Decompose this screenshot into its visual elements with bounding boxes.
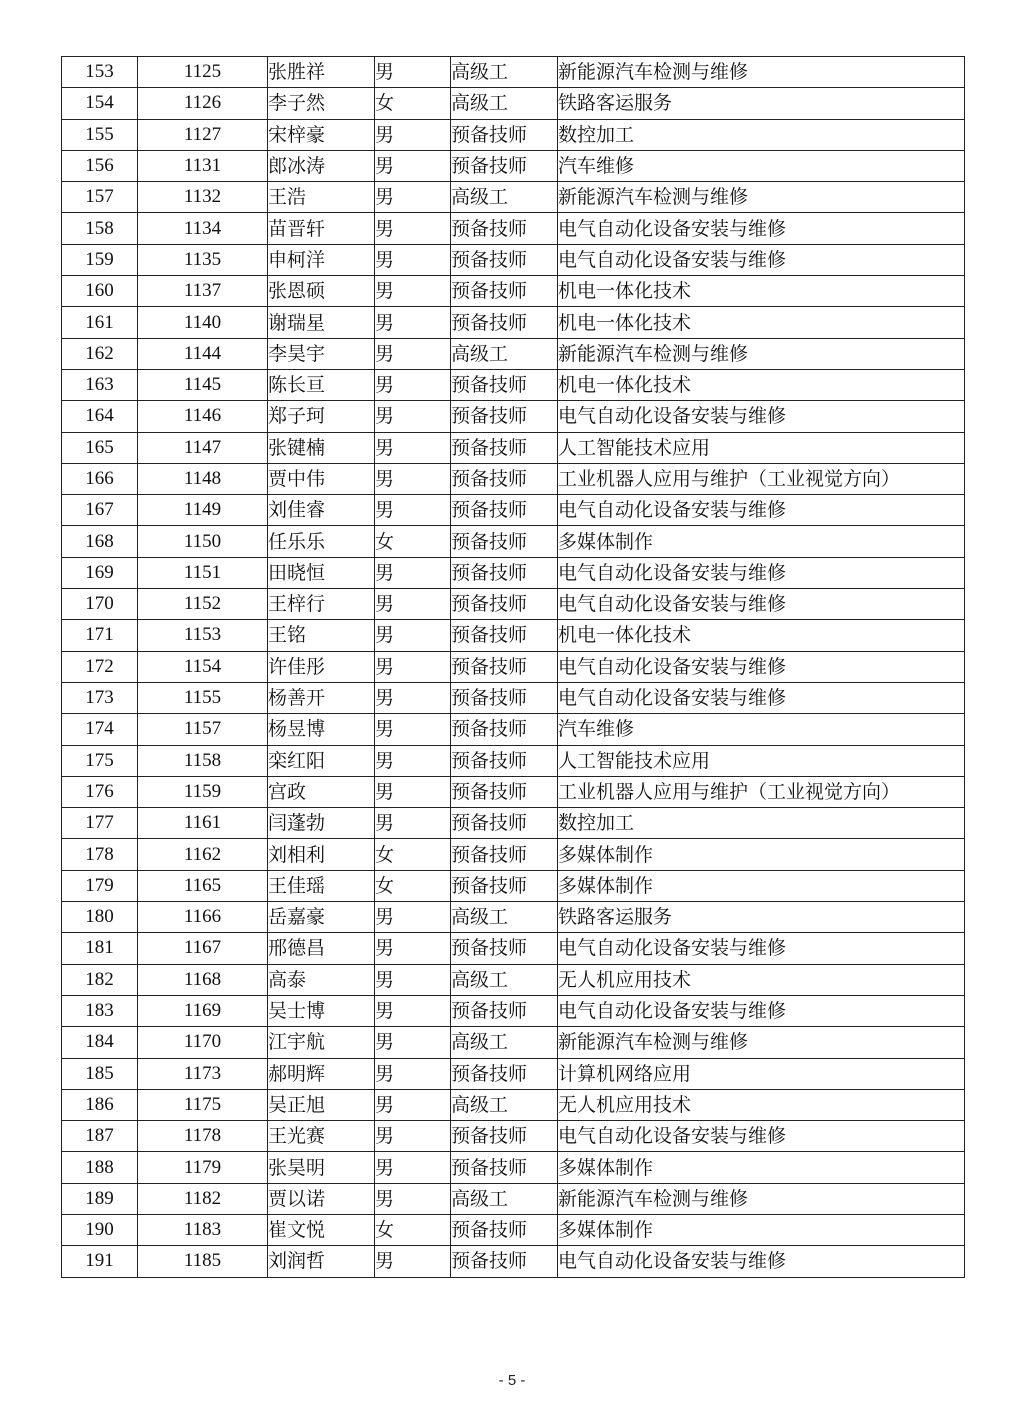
major-cell: 机电一体化技术 — [558, 369, 965, 400]
exam-id-cell: 1170 — [138, 1027, 268, 1058]
exam-id-cell: 1179 — [138, 1152, 268, 1183]
exam-id-cell: 1151 — [138, 557, 268, 588]
seq-number-cell: 183 — [62, 995, 138, 1026]
seq-number-cell: 164 — [62, 401, 138, 432]
training-level-cell: 预备技师 — [451, 1214, 558, 1245]
exam-id-cell: 1185 — [138, 1246, 268, 1277]
major-cell: 电气自动化设备安装与维修 — [558, 495, 965, 526]
major-cell: 电气自动化设备安装与维修 — [558, 933, 965, 964]
major-cell: 新能源汽车检测与维修 — [558, 1027, 965, 1058]
major-cell: 工业机器人应用与维护（工业视觉方向） — [558, 463, 965, 494]
student-name-cell: 吴正旭 — [268, 1089, 375, 1120]
student-name-cell: 李昊宇 — [268, 338, 375, 369]
training-level-cell: 预备技师 — [451, 1246, 558, 1277]
gender-cell: 女 — [375, 1214, 451, 1245]
major-cell: 多媒体制作 — [558, 870, 965, 901]
table-row — [62, 182, 965, 213]
table-row — [62, 150, 965, 181]
student-name-cell: 刘润哲 — [268, 1246, 375, 1277]
exam-id-cell: 1168 — [138, 964, 268, 995]
seq-number-cell: 175 — [62, 745, 138, 776]
table-row — [62, 839, 965, 870]
table-row — [62, 933, 965, 964]
table-row — [62, 1152, 965, 1183]
student-name-cell: 刘相利 — [268, 839, 375, 870]
major-cell: 电气自动化设备安装与维修 — [558, 651, 965, 682]
table-row — [62, 244, 965, 275]
training-level-cell: 预备技师 — [451, 589, 558, 620]
major-cell: 电气自动化设备安装与维修 — [558, 682, 965, 713]
exam-id-cell: 1159 — [138, 776, 268, 807]
table-row — [62, 1027, 965, 1058]
student-name-cell: 郑子珂 — [268, 401, 375, 432]
table-row — [62, 1183, 965, 1214]
training-level-cell: 预备技师 — [451, 620, 558, 651]
major-cell: 无人机应用技术 — [558, 1089, 965, 1120]
gender-cell: 男 — [375, 150, 451, 181]
gender-cell: 男 — [375, 776, 451, 807]
seq-number-cell: 191 — [62, 1246, 138, 1277]
gender-cell: 女 — [375, 88, 451, 119]
training-level-cell: 预备技师 — [451, 870, 558, 901]
student-name-cell: 宋梓豪 — [268, 119, 375, 150]
gender-cell: 男 — [375, 369, 451, 400]
gender-cell: 男 — [375, 902, 451, 933]
student-name-cell: 张恩硕 — [268, 276, 375, 307]
table-row — [62, 557, 965, 588]
table-row — [62, 369, 965, 400]
exam-id-cell: 1147 — [138, 432, 268, 463]
major-cell: 电气自动化设备安装与维修 — [558, 244, 965, 275]
major-cell: 多媒体制作 — [558, 839, 965, 870]
major-cell: 数控加工 — [558, 119, 965, 150]
gender-cell: 男 — [375, 1058, 451, 1089]
seq-number-cell: 153 — [62, 57, 138, 88]
exam-id-cell: 1131 — [138, 150, 268, 181]
seq-number-cell: 174 — [62, 714, 138, 745]
training-level-cell: 高级工 — [451, 1089, 558, 1120]
major-cell: 人工智能技术应用 — [558, 432, 965, 463]
training-level-cell: 预备技师 — [451, 369, 558, 400]
exam-id-cell: 1152 — [138, 589, 268, 620]
seq-number-cell: 190 — [62, 1214, 138, 1245]
major-cell: 电气自动化设备安装与维修 — [558, 213, 965, 244]
page-number: - 5 - — [498, 1372, 526, 1389]
gender-cell: 男 — [375, 1152, 451, 1183]
table-row — [62, 589, 965, 620]
seq-number-cell: 171 — [62, 620, 138, 651]
table-row — [62, 432, 965, 463]
seq-number-cell: 185 — [62, 1058, 138, 1089]
student-name-cell: 崔文悦 — [268, 1214, 375, 1245]
seq-number-cell: 160 — [62, 276, 138, 307]
exam-id-cell: 1145 — [138, 369, 268, 400]
table-row — [62, 964, 965, 995]
exam-id-cell: 1173 — [138, 1058, 268, 1089]
training-level-cell: 预备技师 — [451, 1121, 558, 1152]
table-row — [62, 526, 965, 557]
gender-cell: 男 — [375, 338, 451, 369]
gender-cell: 女 — [375, 526, 451, 557]
gender-cell: 男 — [375, 651, 451, 682]
exam-id-cell: 1161 — [138, 808, 268, 839]
seq-number-cell: 167 — [62, 495, 138, 526]
training-level-cell: 高级工 — [451, 57, 558, 88]
student-name-cell: 吴士博 — [268, 995, 375, 1026]
student-name-cell: 陈长亘 — [268, 369, 375, 400]
exam-id-cell: 1169 — [138, 995, 268, 1026]
training-level-cell: 预备技师 — [451, 401, 558, 432]
student-name-cell: 宫政 — [268, 776, 375, 807]
major-cell: 多媒体制作 — [558, 526, 965, 557]
student-name-cell: 岳嘉豪 — [268, 902, 375, 933]
major-cell: 电气自动化设备安装与维修 — [558, 1121, 965, 1152]
seq-number-cell: 176 — [62, 776, 138, 807]
table-row — [62, 995, 965, 1026]
student-name-cell: 张昊明 — [268, 1152, 375, 1183]
seq-number-cell: 173 — [62, 682, 138, 713]
student-name-cell: 王佳瑶 — [268, 870, 375, 901]
student-name-cell: 任乐乐 — [268, 526, 375, 557]
exam-id-cell: 1149 — [138, 495, 268, 526]
seq-number-cell: 159 — [62, 244, 138, 275]
exam-id-cell: 1155 — [138, 682, 268, 713]
gender-cell: 男 — [375, 432, 451, 463]
table-row — [62, 620, 965, 651]
training-level-cell: 预备技师 — [451, 651, 558, 682]
student-name-cell: 田晓恒 — [268, 557, 375, 588]
major-cell: 铁路客运服务 — [558, 88, 965, 119]
training-level-cell: 预备技师 — [451, 119, 558, 150]
major-cell: 多媒体制作 — [558, 1152, 965, 1183]
gender-cell: 男 — [375, 495, 451, 526]
gender-cell: 男 — [375, 1089, 451, 1120]
exam-id-cell: 1183 — [138, 1214, 268, 1245]
student-name-cell: 杨昱博 — [268, 714, 375, 745]
table-row — [62, 495, 965, 526]
major-cell: 新能源汽车检测与维修 — [558, 57, 965, 88]
student-name-cell: 杨善开 — [268, 682, 375, 713]
major-cell: 电气自动化设备安装与维修 — [558, 1246, 965, 1277]
training-level-cell: 预备技师 — [451, 463, 558, 494]
gender-cell: 女 — [375, 839, 451, 870]
training-level-cell: 高级工 — [451, 964, 558, 995]
gender-cell: 男 — [375, 463, 451, 494]
gender-cell: 男 — [375, 682, 451, 713]
seq-number-cell: 189 — [62, 1183, 138, 1214]
exam-id-cell: 1148 — [138, 463, 268, 494]
gender-cell: 男 — [375, 745, 451, 776]
major-cell: 计算机网络应用 — [558, 1058, 965, 1089]
exam-id-cell: 1150 — [138, 526, 268, 557]
exam-id-cell: 1154 — [138, 651, 268, 682]
exam-id-cell: 1140 — [138, 307, 268, 338]
training-level-cell: 预备技师 — [451, 307, 558, 338]
table-row — [62, 338, 965, 369]
training-level-cell: 预备技师 — [451, 808, 558, 839]
exam-id-cell: 1146 — [138, 401, 268, 432]
seq-number-cell: 170 — [62, 589, 138, 620]
student-name-cell: 王浩 — [268, 182, 375, 213]
student-name-cell: 许佳彤 — [268, 651, 375, 682]
gender-cell: 男 — [375, 307, 451, 338]
training-level-cell: 高级工 — [451, 902, 558, 933]
seq-number-cell: 161 — [62, 307, 138, 338]
student-name-cell: 贾中伟 — [268, 463, 375, 494]
seq-number-cell: 182 — [62, 964, 138, 995]
student-name-cell: 苗晋轩 — [268, 213, 375, 244]
seq-number-cell: 184 — [62, 1027, 138, 1058]
gender-cell: 男 — [375, 1027, 451, 1058]
exam-id-cell: 1157 — [138, 714, 268, 745]
seq-number-cell: 166 — [62, 463, 138, 494]
table-row — [62, 745, 965, 776]
major-cell: 无人机应用技术 — [558, 964, 965, 995]
exam-id-cell: 1158 — [138, 745, 268, 776]
student-name-cell: 王梓行 — [268, 589, 375, 620]
exam-id-cell: 1132 — [138, 182, 268, 213]
student-name-cell: 王光赛 — [268, 1121, 375, 1152]
student-name-cell: 王铭 — [268, 620, 375, 651]
seq-number-cell: 157 — [62, 182, 138, 213]
training-level-cell: 预备技师 — [451, 839, 558, 870]
training-level-cell: 高级工 — [451, 1183, 558, 1214]
seq-number-cell: 188 — [62, 1152, 138, 1183]
student-name-cell: 刘佳睿 — [268, 495, 375, 526]
training-level-cell: 预备技师 — [451, 150, 558, 181]
exam-id-cell: 1162 — [138, 839, 268, 870]
seq-number-cell: 181 — [62, 933, 138, 964]
seq-number-cell: 177 — [62, 808, 138, 839]
training-level-cell: 预备技师 — [451, 933, 558, 964]
table-row — [62, 401, 965, 432]
gender-cell: 男 — [375, 620, 451, 651]
exam-id-cell: 1126 — [138, 88, 268, 119]
training-level-cell: 预备技师 — [451, 432, 558, 463]
gender-cell: 男 — [375, 714, 451, 745]
student-name-cell: 邢德昌 — [268, 933, 375, 964]
exam-id-cell: 1175 — [138, 1089, 268, 1120]
exam-id-cell: 1182 — [138, 1183, 268, 1214]
gender-cell: 男 — [375, 401, 451, 432]
seq-number-cell: 180 — [62, 902, 138, 933]
table-row — [62, 1089, 965, 1120]
table-row — [62, 307, 965, 338]
gender-cell: 男 — [375, 557, 451, 588]
seq-number-cell: 155 — [62, 119, 138, 150]
exam-id-cell: 1125 — [138, 57, 268, 88]
major-cell: 电气自动化设备安装与维修 — [558, 995, 965, 1026]
exam-id-cell: 1178 — [138, 1121, 268, 1152]
student-name-cell: 申柯洋 — [268, 244, 375, 275]
training-level-cell: 高级工 — [451, 88, 558, 119]
seq-number-cell: 158 — [62, 213, 138, 244]
table-row — [62, 870, 965, 901]
training-level-cell: 预备技师 — [451, 776, 558, 807]
major-cell: 新能源汽车检测与维修 — [558, 182, 965, 213]
exam-id-cell: 1153 — [138, 620, 268, 651]
exam-id-cell: 1167 — [138, 933, 268, 964]
gender-cell: 女 — [375, 870, 451, 901]
gender-cell: 男 — [375, 808, 451, 839]
roster-table-body — [62, 57, 965, 1278]
training-level-cell: 预备技师 — [451, 1152, 558, 1183]
major-cell: 铁路客运服务 — [558, 902, 965, 933]
table-row — [62, 1058, 965, 1089]
seq-number-cell: 179 — [62, 870, 138, 901]
gender-cell: 男 — [375, 995, 451, 1026]
gender-cell: 男 — [375, 276, 451, 307]
seq-number-cell: 156 — [62, 150, 138, 181]
exam-id-cell: 1165 — [138, 870, 268, 901]
seq-number-cell: 187 — [62, 1121, 138, 1152]
major-cell: 人工智能技术应用 — [558, 745, 965, 776]
major-cell: 汽车维修 — [558, 150, 965, 181]
gender-cell: 男 — [375, 933, 451, 964]
seq-number-cell: 172 — [62, 651, 138, 682]
seq-number-cell: 163 — [62, 369, 138, 400]
student-name-cell: 郝明辉 — [268, 1058, 375, 1089]
major-cell: 机电一体化技术 — [558, 307, 965, 338]
student-name-cell: 郎冰涛 — [268, 150, 375, 181]
student-name-cell: 栾红阳 — [268, 745, 375, 776]
major-cell: 工业机器人应用与维护（工业视觉方向） — [558, 776, 965, 807]
exam-id-cell: 1144 — [138, 338, 268, 369]
training-level-cell: 预备技师 — [451, 995, 558, 1026]
seq-number-cell: 178 — [62, 839, 138, 870]
training-level-cell: 预备技师 — [451, 244, 558, 275]
training-level-cell: 预备技师 — [451, 714, 558, 745]
table-row — [62, 651, 965, 682]
student-name-cell: 李子然 — [268, 88, 375, 119]
seq-number-cell: 162 — [62, 338, 138, 369]
student-roster-table — [61, 56, 965, 1278]
exam-id-cell: 1135 — [138, 244, 268, 275]
seq-number-cell: 186 — [62, 1089, 138, 1120]
gender-cell: 男 — [375, 964, 451, 995]
gender-cell: 男 — [375, 57, 451, 88]
table-row — [62, 714, 965, 745]
training-level-cell: 预备技师 — [451, 276, 558, 307]
training-level-cell: 预备技师 — [451, 557, 558, 588]
training-level-cell: 高级工 — [451, 182, 558, 213]
table-row — [62, 213, 965, 244]
gender-cell: 男 — [375, 589, 451, 620]
table-row — [62, 808, 965, 839]
training-level-cell: 预备技师 — [451, 495, 558, 526]
training-level-cell: 预备技师 — [451, 213, 558, 244]
training-level-cell: 预备技师 — [451, 1058, 558, 1089]
major-cell: 电气自动化设备安装与维修 — [558, 589, 965, 620]
training-level-cell: 高级工 — [451, 1027, 558, 1058]
table-row — [62, 902, 965, 933]
major-cell: 多媒体制作 — [558, 1214, 965, 1245]
gender-cell: 男 — [375, 213, 451, 244]
seq-number-cell: 168 — [62, 526, 138, 557]
student-name-cell: 江宇航 — [268, 1027, 375, 1058]
student-name-cell: 张胜祥 — [268, 57, 375, 88]
student-name-cell: 闫蓬勃 — [268, 808, 375, 839]
table-row — [62, 57, 965, 88]
major-cell: 新能源汽车检测与维修 — [558, 1183, 965, 1214]
exam-id-cell: 1166 — [138, 902, 268, 933]
major-cell: 机电一体化技术 — [558, 276, 965, 307]
table-row — [62, 1121, 965, 1152]
gender-cell: 男 — [375, 1183, 451, 1214]
gender-cell: 男 — [375, 1246, 451, 1277]
training-level-cell: 高级工 — [451, 338, 558, 369]
training-level-cell: 预备技师 — [451, 745, 558, 776]
gender-cell: 男 — [375, 119, 451, 150]
seq-number-cell: 165 — [62, 432, 138, 463]
major-cell: 数控加工 — [558, 808, 965, 839]
table-row — [62, 776, 965, 807]
table-row — [62, 88, 965, 119]
student-name-cell: 张键楠 — [268, 432, 375, 463]
exam-id-cell: 1137 — [138, 276, 268, 307]
exam-id-cell: 1134 — [138, 213, 268, 244]
gender-cell: 男 — [375, 1121, 451, 1152]
table-row — [62, 463, 965, 494]
seq-number-cell: 154 — [62, 88, 138, 119]
table-row — [62, 682, 965, 713]
table-row — [62, 1214, 965, 1245]
training-level-cell: 预备技师 — [451, 682, 558, 713]
table-row — [62, 1246, 965, 1277]
table-row — [62, 276, 965, 307]
student-name-cell: 高泰 — [268, 964, 375, 995]
table-row — [62, 119, 965, 150]
exam-id-cell: 1127 — [138, 119, 268, 150]
major-cell: 电气自动化设备安装与维修 — [558, 557, 965, 588]
major-cell: 新能源汽车检测与维修 — [558, 338, 965, 369]
student-name-cell: 贾以诺 — [268, 1183, 375, 1214]
student-name-cell: 谢瑞星 — [268, 307, 375, 338]
gender-cell: 男 — [375, 182, 451, 213]
gender-cell: 男 — [375, 244, 451, 275]
seq-number-cell: 169 — [62, 557, 138, 588]
major-cell: 机电一体化技术 — [558, 620, 965, 651]
training-level-cell: 预备技师 — [451, 526, 558, 557]
major-cell: 电气自动化设备安装与维修 — [558, 401, 965, 432]
major-cell: 汽车维修 — [558, 714, 965, 745]
